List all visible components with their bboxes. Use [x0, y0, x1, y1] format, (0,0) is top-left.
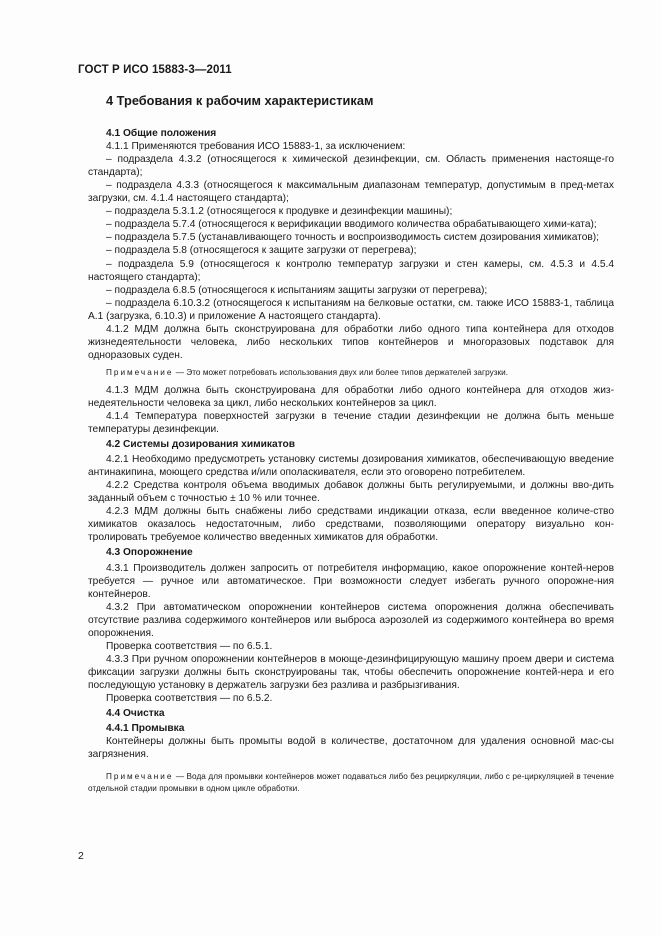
paragraph-4-3-1: 4.3.1 Производитель должен запросить от потребителя информацию, какое опорожнение контей-неров требуется — ручное или автоматическое. При возможности следует избегать ручного опорожне-ния контейнеров. — [88, 562, 614, 600]
subsection-heading-4-1: 4.1 Общие положения — [106, 128, 217, 140]
note — [88, 771, 614, 795]
subsection-heading-4-2: 4.2 Системы дозирования химикатов — [106, 439, 296, 451]
list-item: – подраздела 5.7.4 (относящегося к верификации вводимого количества обрабатывающего хими-ката); — [106, 219, 597, 231]
paragraph-4-2-1: 4.2.1 Необходимо предусмотреть установку системы дозирования химикатов, обеспечивающую введение антинакипина, моющего средства и/или ополаскивателя, если это оговорено потребителем. — [88, 454, 614, 479]
subsection-heading-4-4: 4.4 Очистка — [106, 708, 165, 720]
list-item: – подраздела 4.3.2 (относящегося к химической дезинфекции, см. Область применения настояще-го стандарта); — [88, 154, 614, 179]
paragraph-4-2-3: 4.2.3 МДМ должны быть снабжены либо средствами индикации отказа, если введенное количе-ство химикатов оказалось недостаточным, либо средствами, позволяющими оператору визуально кон-тролировать требуемое количество введенных химикатов для обработки. — [88, 506, 614, 544]
note-text: — Это может потребовать использования двух или более типов держателей загрузки. — [173, 367, 509, 377]
paragraph-4-1-3: 4.1.3 МДМ должна быть сконструирована для обработки либо одного контейнера для отходов жиз-недеятельности человека за цикл, либо нескольких контейнеров за цикл. — [88, 384, 614, 409]
note — [88, 367, 614, 379]
subsection-heading-4-3: 4.3 Опорожнение — [106, 547, 193, 559]
document-header: ГОСТ Р ИСО 15883-3—2011 — [78, 64, 232, 76]
compliance-check: Проверка соответствия — по 6.5.1. — [106, 640, 273, 652]
paragraph-4-1-2: 4.1.2 МДМ должна быть сконструирована для обработки либо одного типа контейнера для отходов жизнедеятельности человека, либо нескольких типов контейнеров и многоразовых подставок для одноразовых суден. — [88, 323, 614, 361]
paragraph-4-1-1: 4.1.1 Применяются требования ИСО 15883-1, за исключением: — [106, 141, 406, 153]
paragraph-4-4-1: Контейнеры должны быть промыты водой в количестве, достаточном для удаления основной мас-сы загрязнения. — [88, 736, 614, 761]
section-title: 4 Требования к рабочим характеристикам — [106, 93, 374, 108]
list-item: – подраздела 6.8.5 (относящегося к испытаниям защиты загрузки от перегрева); — [106, 284, 488, 296]
paragraph-4-2-2: 4.2.2 Средства контроля объема вводимых добавок должны быть регулируемыми, и должны вво-дить заданный объем с точностью ± 10 % или точнее. — [88, 480, 614, 505]
list-item: – подраздела 4.3.3 (относящегося к максимальным диапазонам температур, допустимым в пред-метах загрузки, см. 4.1.4 настоящего стандарта); — [88, 180, 614, 205]
compliance-check: Проверка соответствия — по 6.5.2. — [106, 692, 273, 704]
note-text: — Вода для промывки контейнеров может подаваться либо без рециркуляции, либо с ре-циркуляцией в течение отдельной стадии промывки в одном цикле обработки. — [88, 772, 614, 794]
list-item: – подраздела 5.7.5 (устанавливающего точность и воспроизводимость систем дозирования химикатов); — [106, 232, 599, 244]
page-number: 2 — [78, 850, 84, 862]
list-item: – подраздела 5.9 (относящегося к контролю температур загрузки и стен камеры, см. 4.5.3 и 4.5.4 настоящего стандарта); — [88, 258, 614, 283]
list-item: – подраздела 5.8 (относящегося к защите загрузки от перегрева); — [106, 245, 417, 257]
note-label: Примечание — [106, 367, 174, 377]
paragraph-4-1-4: 4.1.4 Температура поверхностей загрузки в течение стадии дезинфекции не должна быть меньше температуры дезинфекции. — [88, 410, 614, 436]
document-body — [88, 88, 614, 795]
list-item: – подраздела 5.3.1.2 (относящегося к продувке и дезинфекции машины); — [106, 206, 453, 218]
paragraph-4-3-3: 4.3.3 При ручном опорожнении контейнеров в моюще-дезинфицирующую машину проем двери и система фиксации загрузки должны быть сконструированы так, чтобы обеспечить опорожнение контей-нера и его последующую установку в держатель загрузки без разлива и разбрызгивания. — [88, 653, 614, 691]
subsection-heading-4-4-1: 4.4.1 Промывка — [106, 723, 185, 735]
list-item: – подраздела 6.10.3.2 (относящегося к испытаниям на белковые остатки, см. также ИСО 15883-1, таблица А.1 (загрузка, 6.10.3) и приложение А настоящего стандарта). — [88, 297, 614, 322]
note-label: Примечание — [106, 772, 174, 782]
paragraph-4-3-2: 4.3.2 При автоматическом опорожнении контейнеров система опорожнения должна обеспечивать отсутствие разлива содержимого контейнеров или выброса аэрозолей из содержимого контейнера во время опорожнения. — [88, 601, 614, 639]
